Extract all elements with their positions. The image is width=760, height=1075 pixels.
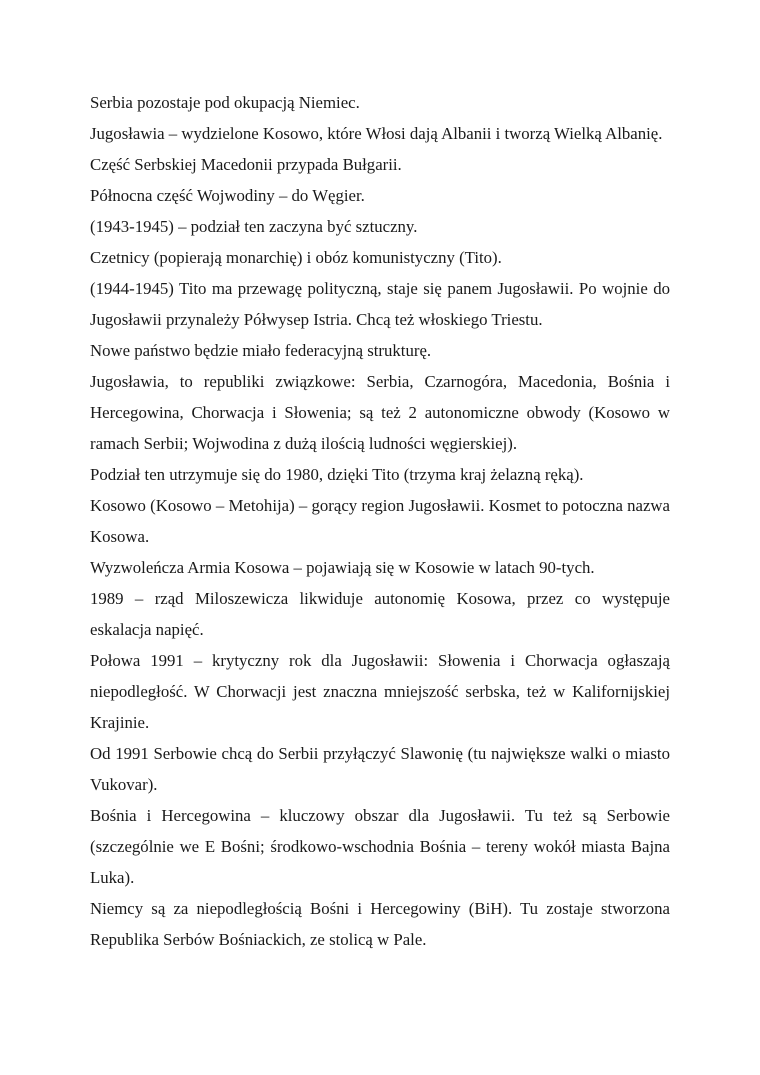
paragraph-15: Od 1991 Serbowie chcą do Serbii przyłączyć Slawonię (tu największe walki o miasto Vukovar). [90, 744, 670, 794]
paragraph-11: Kosowo (Kosowo – Metohija) – gorący region Jugosławii. Kosmet to potoczna nazwa Kosowa. [90, 496, 670, 546]
paragraph-13: 1989 – rząd Miloszewicza likwiduje autonomię Kosowa, przez co występuje eskalacja napięć. [90, 589, 670, 639]
paragraph-17: Niemcy są za niepodległością Bośni i Hercegowiny (BiH). Tu zostaje stworzona Republika Serbów Bośniackich, ze stolicą w Pale. [90, 899, 670, 949]
paragraph-16: Bośnia i Hercegowina – kluczowy obszar dla Jugosławii. Tu też są Serbowie (szczególnie we E Bośni; środkowo-wschodnia Bośnia – tereny wokół miasta Bajna Luka). [90, 806, 670, 887]
paragraph-3: Część Serbskiej Macedonii przypada Bułgarii. [90, 155, 402, 174]
paragraph-10: Podział ten utrzymuje się do 1980, dzięki Tito (trzyma kraj żelazną ręką). [90, 465, 584, 484]
paragraph-1: Serbia pozostaje pod okupacją Niemiec. [90, 93, 360, 112]
paragraph-5: (1943-1945) – podział ten zaczyna być sztuczny. [90, 217, 418, 236]
paragraph-12: Wyzwoleńcza Armia Kosowa – pojawiają się w Kosowie w latach 90-tych. [90, 558, 595, 577]
document-page [90, 87, 670, 955]
paragraph-9: Jugosławia, to republiki związkowe: Serbia, Czarnogóra, Macedonia, Bośnia i Hercegowina, Chorwacja i Słowenia; są też 2 autonomiczne obwody (Kosowo w ramach Serbii; Wojwodina z dużą ilością ludności węgierskiej). [90, 372, 670, 453]
paragraph-7: (1944-1945) Tito ma przewagę polityczną, staje się panem Jugosławii. Po wojnie do Jugosławii przynależy Półwysep Istria. Chcą też włoskiego Triestu. [90, 279, 670, 329]
paragraph-8: Nowe państwo będzie miało federacyjną strukturę. [90, 341, 432, 360]
paragraph-14: Połowa 1991 – krytyczny rok dla Jugosławii: Słowenia i Chorwacja ogłaszają niepodległość. W Chorwacji jest znaczna mniejszość serbska, też w Kalifornijskiej Krajinie. [90, 651, 670, 732]
paragraph-2: Jugosławia – wydzielone Kosowo, które Włosi dają Albanii i tworzą Wielką Albanię. [90, 124, 663, 143]
paragraph-6: Czetnicy (popierają monarchię) i obóz komunistyczny (Tito). [90, 248, 502, 267]
paragraph-4: Północna część Wojwodiny – do Węgier. [90, 186, 365, 205]
